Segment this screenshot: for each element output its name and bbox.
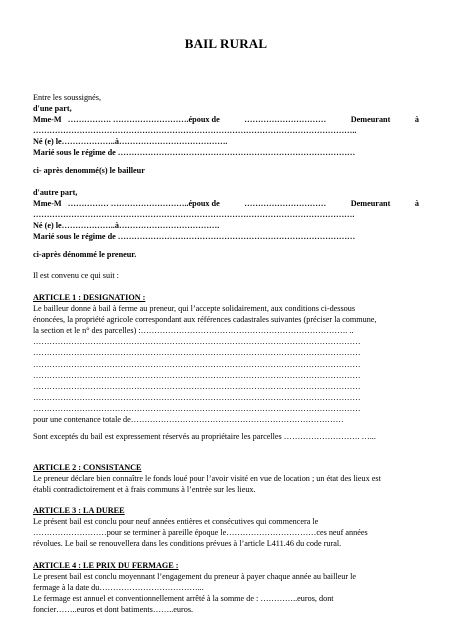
article4-text-line: Le present bail est conclu moyennant l’engagement du preneur à payer chaque année au bailleur le bbox=[33, 572, 357, 582]
article4-heading: ARTICLE 4 : LE PRIX DU FERMAGE : bbox=[33, 561, 179, 570]
article2-heading: ARTICLE 2 : CONSISTANCE bbox=[33, 463, 142, 472]
article2-text-line: établi contradictoirement et à frais communs à l’entrée sur les lieux. bbox=[33, 485, 256, 495]
parties-section bbox=[33, 92, 419, 159]
party2-marriage-line: Marié sous le régime de …………………………………………………………………………… bbox=[33, 232, 356, 242]
article1-text-line: la section et le n° des parcelles) :…………………………………………………………………. .. bbox=[33, 326, 354, 336]
party2-designation-block bbox=[33, 249, 419, 260]
party1-name-label: Mme-M bbox=[33, 115, 62, 125]
party2-spouse-label: époux de bbox=[188, 199, 220, 209]
article1-blank-line: ………………………………………………………………………………………………………… bbox=[33, 359, 361, 369]
article2-text-line: Le preneur déclare bien connaître le fonds loué pour l’avoir visité en vue de location ; un état des lieux est bbox=[33, 474, 381, 484]
party2-identity-line bbox=[33, 198, 419, 209]
article3-text-line: ………………………pour se terminer à pareille époque le……………………………ces neuf années bbox=[33, 528, 368, 538]
article4-section bbox=[33, 560, 419, 615]
party2-a-label: à bbox=[414, 199, 419, 209]
party2-residence-label: Demeurant bbox=[350, 199, 391, 209]
article1-exclusion-line: Sont exceptés du bail est expressement réservés au propriétaire les parcelles ………………………. …... bbox=[33, 432, 376, 441]
party2-birth-line: Né (e) le………………..à………………………………. bbox=[33, 221, 220, 231]
document-title: BAIL RURAL bbox=[184, 36, 268, 51]
article1-blank-line: ………………………………………………………………………………………………………… bbox=[33, 381, 361, 391]
party1-designation-block bbox=[33, 165, 419, 176]
article1-exclusion-block bbox=[33, 431, 419, 442]
party1-spouse-blank: ………………………… bbox=[244, 115, 327, 125]
article4-text-line: foncier……..euros et dont batiments……..euros. bbox=[33, 605, 194, 615]
article4-text-line: fermage à la date du………………………………... bbox=[33, 583, 204, 593]
article1-surface-line: pour une contenance totale de…………………………………………………………………… bbox=[33, 415, 344, 425]
article1-blank-line: ………………………………………………………………………………………………………… bbox=[33, 392, 361, 402]
party1-label: d'une part, bbox=[33, 104, 72, 114]
party1-spouse-label: époux de bbox=[188, 115, 220, 125]
article2-section bbox=[33, 462, 419, 495]
intro-text: Entre les soussignés, bbox=[33, 93, 101, 102]
agreement-block bbox=[33, 270, 419, 281]
article4-text-line: Le fermage est annuel et conventionnellement arrêté à la somme de : …………..euros, dont bbox=[33, 594, 334, 604]
article1-blank-line: ………………………………………………………………………………………………………… bbox=[33, 370, 361, 380]
article3-text-line: révolues. Le bail se renouvellera dans les conditions prévues à l’article L411.46 du code rural. bbox=[33, 539, 342, 549]
party2-spouse-blank: ………………………… bbox=[244, 199, 327, 209]
party1-name-blank: ……………. ………………………. bbox=[67, 115, 189, 125]
party2-label: d'autre part, bbox=[33, 188, 78, 197]
party1-address-line: ……………………………………………………………………………………………………….. bbox=[33, 126, 357, 136]
party1-residence-label: Demeurant bbox=[350, 115, 391, 125]
article1-blank-line: ………………………………………………………………………………………………………… bbox=[33, 348, 361, 358]
article1-blank-line: ………………………………………………………………………………………………………… bbox=[33, 337, 361, 347]
article3-heading: ARTICLE 3 : LA DUREE bbox=[33, 506, 125, 515]
article1-text-line: Le bailleur donne à bail à ferme au preneur, qui l’accepte solidairement, aux conditions ci-dessous bbox=[33, 304, 356, 314]
article1-text-line: énoncées, la propriété agricole correspondant aux références cadastrales suivantes (préciser la commune, bbox=[33, 315, 377, 325]
party2-section bbox=[33, 187, 419, 242]
party1-designation: ci- après denommé(s) le bailleur bbox=[33, 166, 145, 175]
party2-name-label: Mme-M bbox=[33, 199, 62, 209]
party2-designation: ci-après dénommé le preneur. bbox=[33, 250, 137, 259]
party1-a-label: à bbox=[414, 115, 419, 125]
party1-marriage-line: Marié sous le régime de …………………………………………………………………………… bbox=[33, 148, 356, 158]
article1-heading: ARTICLE 1 : DESIGNATION : bbox=[33, 293, 146, 302]
party1-birth-line: Né (e) le………………..à…………………………………. bbox=[33, 137, 228, 147]
article1-blank-line: ………………………………………………………………………………………………………… bbox=[33, 403, 361, 413]
party1-identity-line bbox=[33, 114, 419, 125]
article1-section bbox=[33, 292, 419, 425]
article3-text-line: Le présent bail est conclu pour neuf années entières et consécutives qui commencera le bbox=[33, 517, 319, 527]
party2-address-line: ………………………………………………………………………………………………………. bbox=[33, 210, 355, 220]
party2-name-blank: …………… ……………………….. bbox=[67, 199, 189, 209]
article3-section bbox=[33, 505, 419, 549]
agreement-text: Il est convenu ce qui suit : bbox=[33, 271, 119, 280]
